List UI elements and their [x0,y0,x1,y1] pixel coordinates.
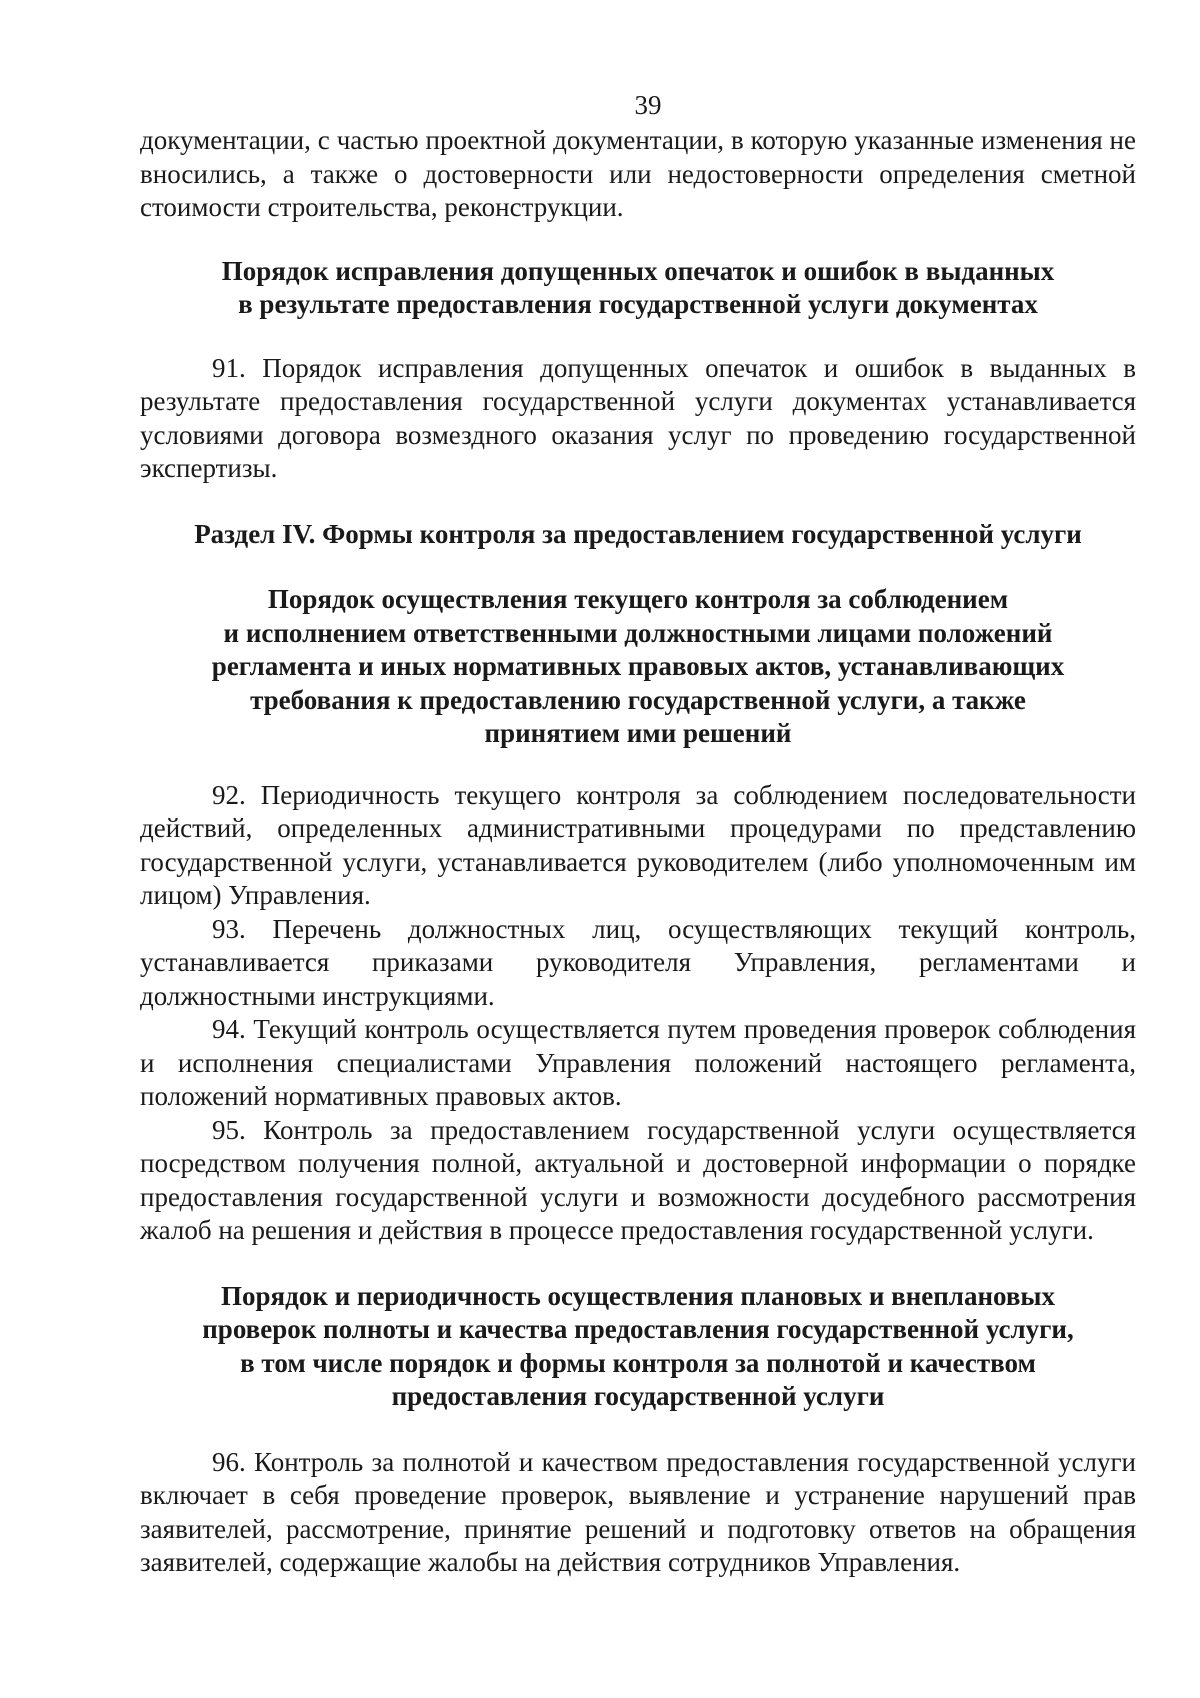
paragraph-94: 94. Текущий контроль осуществляется путем проведения проверок соблюдения и исполнения специалистами Управления положений настоящего регламента, положений нормативных правовых актов. [140,1014,1136,1111]
paragraph-96: 96. Контроль за полнотой и качеством предоставления государственной услуги включает в себя проведение проверок, выявление и устранение нарушений прав заявителей, рассмотрение, принятие решений и подготовку ответов на обращения заявителей, содержащие жалобы на действия сотрудников Управления. [140,1446,1136,1577]
document-page [140,88,1136,1580]
heading-line: Порядок осуществления текущего контроля за соблюдением [267,584,1009,614]
page-number: 39 [634,90,662,120]
heading-line: в результате предоставления государственной услуги документах [238,289,1038,319]
section-title: Раздел IV. Формы контроля за предоставлением государственной услуги [194,518,1082,549]
heading-inspections [140,1280,1136,1414]
heading-line: регламента и иных нормативных правовых актов, устанавливающих [211,651,1065,681]
heading-line: и исполнением ответственными должностными лицами положений [223,617,1053,648]
heading-line: Порядок исправления допущенных опечаток и ошибок в выданных [221,255,1055,286]
heading-error-correction [140,255,1136,322]
paragraph-95: 95. Контроль за предоставлением государственной услуги осуществляется посредством получения полной, актуальной и достоверной информации о порядке предоставления государственной услуги и возможности досудебного рассмотрения жалоб на решения и действия в процессе предоставления государственной услуги. [140,1114,1136,1245]
heading-line: в том числе порядок и формы контроля за полнотой и качеством [240,1347,1036,1378]
heading-line: принятием ими решений [484,718,792,748]
heading-current-control [140,583,1136,751]
intro-paragraph: документации, с частью проектной документации, в которую указанные изменения не вносились, а также о достоверности или недостоверности определения сметной стоимости строительства, реконструкции. [140,125,1136,222]
heading-line: проверок полноты и качества предоставления государственной услуги, [202,1314,1074,1344]
paragraph-93: 93. Перечень должностных лиц, осуществляющих текущий контроль, устанавливается приказами руководителя Управления, регламентами и должностными инструкциями. [140,913,1136,1011]
heading-line: предоставления государственной услуги [391,1381,885,1411]
paragraph-92: 92. Периодичность текущего контроля за соблюдением последовательности действий, определенных административными процедурами по представлению государственной услуги, устанавливается руководителем (либо уполномоченным им лицом) Управления. [140,779,1136,910]
heading-line: требования к предоставлению государственной услуги, а также [250,684,1026,715]
paragraph-91: 91. Порядок исправления допущенных опечаток и ошибок в выданных в результате предоставления государственной услуги документах устанавливается условиями договора возмездного оказания услуг по проведению государственной экспертизы. [140,352,1136,483]
heading-line: Порядок и периодичность осуществления плановых и внеплановых [221,1280,1055,1311]
